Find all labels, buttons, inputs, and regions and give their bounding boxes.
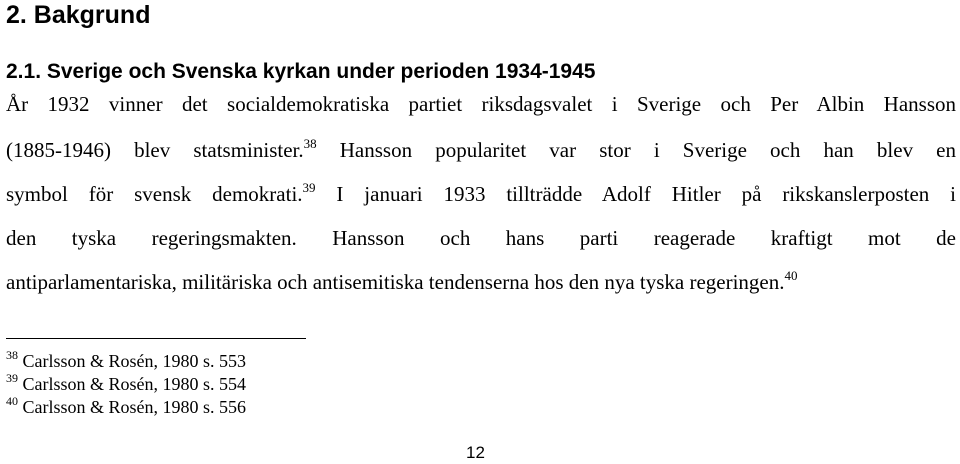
paragraph-line [6,136,957,183]
section-heading: 2.1. Sverige och Svenska kyrkan under perioden 1934-1945 [6,60,596,83]
line-text: År 1932 vinner det socialdemokratiska partiet riksdagsvalet i Sverige och Per Albin Hansson [6,92,956,116]
paragraph-line [6,93,956,139]
footnote [6,396,246,418]
footnote-text: Carlsson & Rosén, 1980 s. 553 [22,351,247,371]
footnote-number: 39 [6,371,18,385]
footnote-text: Carlsson & Rosén, 1980 s. 556 [22,397,247,417]
paragraph-line [6,180,956,227]
footnote [6,373,246,395]
line-text: den tyska regeringsmakten. Hansson och hans parti reagerade kraftigt mot de [6,226,956,250]
paragraph-line [6,268,956,315]
chapter-heading: 2. Bakgrund [6,1,151,29]
footnote-text: Carlsson & Rosén, 1980 s. 554 [22,374,247,394]
line-text: symbol för svensk demokrati. [6,182,303,206]
footnote [6,350,246,372]
line-text: I januari 1933 tillträdde Adolf Hitler på rikskanslerposten i [315,182,956,206]
footnote-ref-39[interactable]: 39 [302,180,316,195]
line-text: Hansson popularitet var stor i Sverige och han blev en [316,138,957,162]
footnote-number: 40 [6,394,18,408]
paragraph-line [6,227,956,271]
footnote-ref-40[interactable]: 40 [784,268,798,283]
footnote-separator [6,338,306,339]
body-paragraph [6,93,956,315]
footnote-ref-38[interactable]: 38 [303,136,317,151]
line-text: (1885-1946) blev statsminister. [6,138,304,162]
line-text: antiparlamentariska, militäriska och antisemitiska tendenserna hos den nya tyska regeringen. [6,270,785,294]
page-number: 12 [466,443,485,462]
footnote-number: 38 [6,348,18,362]
